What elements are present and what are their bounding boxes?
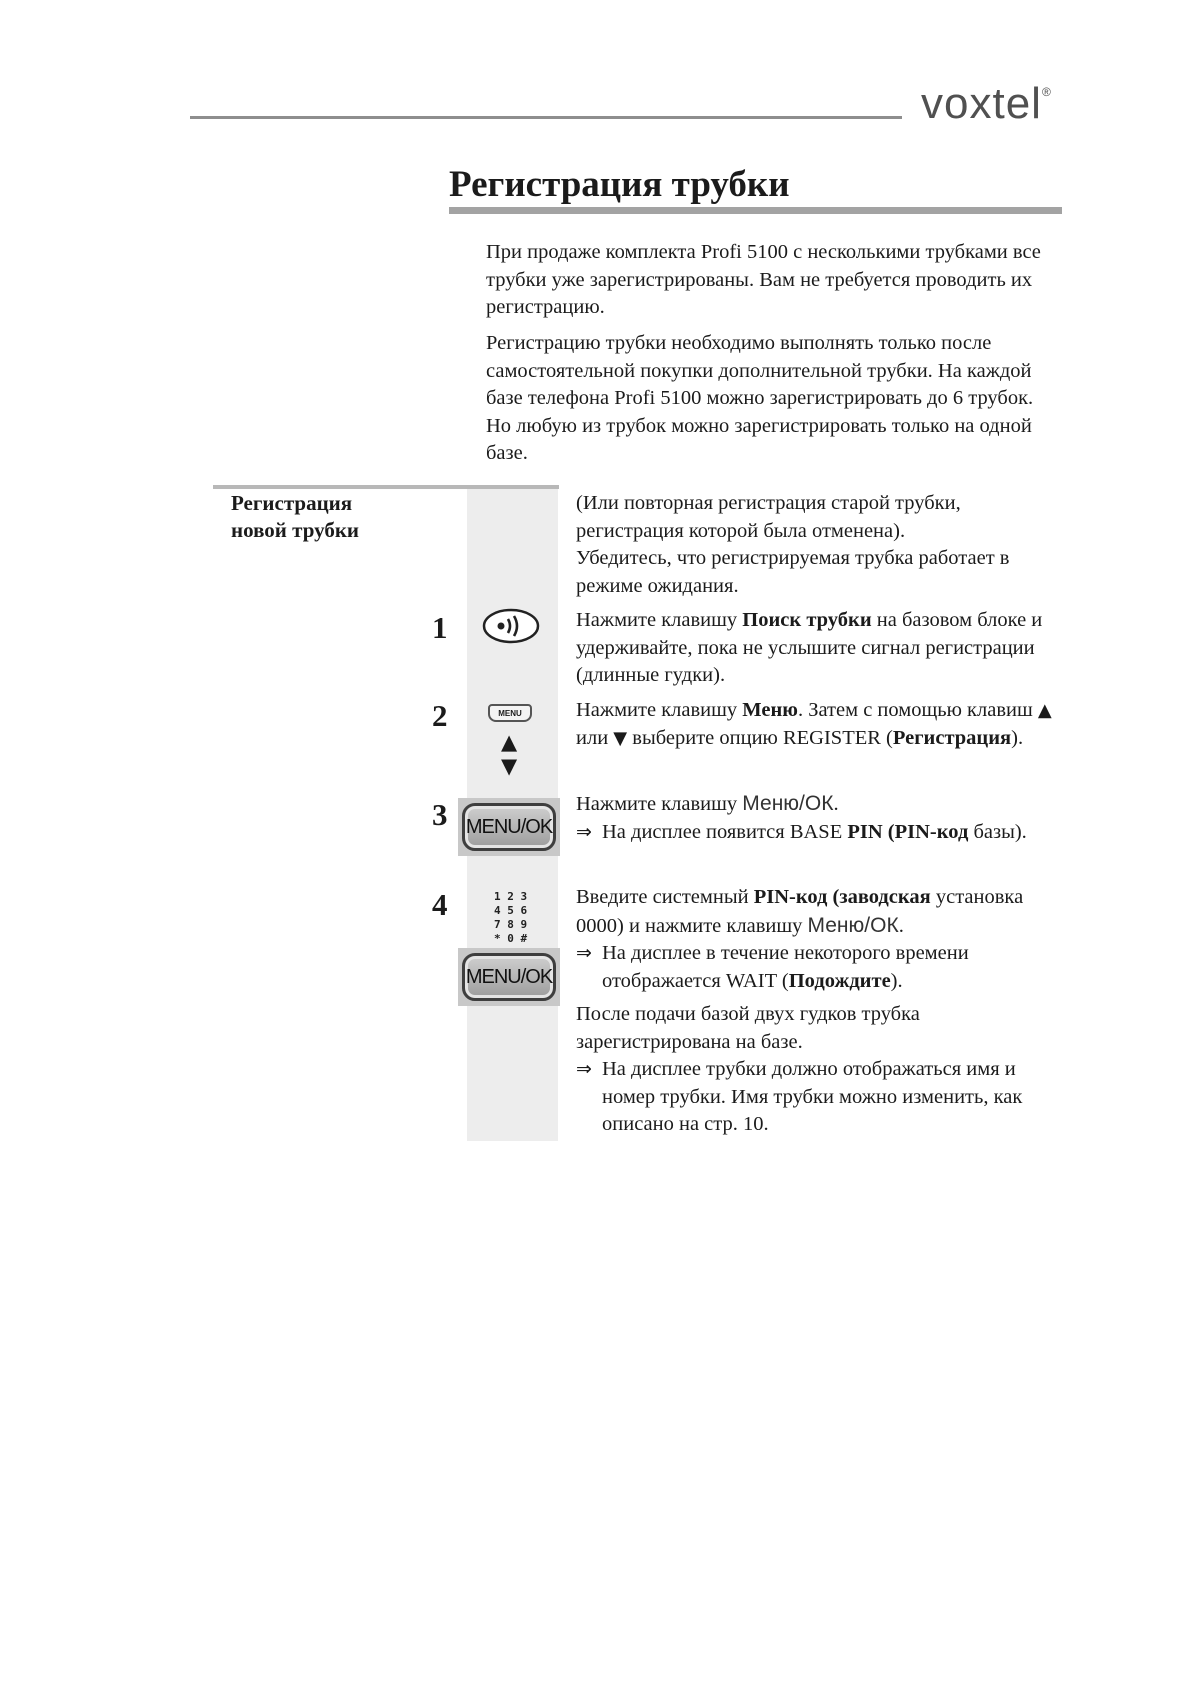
- header-rule: [190, 116, 902, 119]
- step-text: Нажмите клавишу Меню. Затем с помощью клавиш ▲ или ▼ выберите опцию REGISTER (Регистрация).: [576, 699, 1052, 749]
- brand-logo: voxtel®: [921, 79, 1052, 128]
- result-line: ⇒ На дисплее в течение некоторого времени отображается WAIT (Подождите).: [576, 942, 969, 992]
- step-text: Нажмите клавишу Поиск трубки на базовом блоке и удерживайте, пока не услышите сигнал регистрации (длинные гудки).: [576, 609, 1043, 686]
- down-arrow-icon: ▼: [501, 754, 518, 778]
- menu-ok-key-icon: MENU/OK: [462, 953, 556, 1001]
- step-number: 3: [432, 797, 448, 832]
- step-text: (Или повторная регистрация старой трубки, регистрация которой была отменена). Убедитесь, что регистрируемая трубка работает в режиме ожидания.: [576, 492, 1010, 597]
- step-number: 1: [432, 610, 448, 645]
- page-title: Регистрация трубки: [449, 164, 790, 205]
- step-text: Введите системный PIN-код (заводская установка 0000) и нажмите клавишу Меню/ОК. ⇒ На дисплее в течение некоторого времени отображается WAIT (Подождите).: [576, 884, 1066, 995]
- keypad-icon: 1 2 3 4 5 6 7 8 9 * 0 #: [494, 890, 528, 945]
- result-line: ⇒ На дисплее трубки должно отображаться имя и номер трубки. Имя трубки можно изменить, как описано на стр. 10.: [576, 1058, 1023, 1135]
- result-line: ⇒ На дисплее появится BASE PIN (PIN-код базы).: [576, 820, 1027, 843]
- step-number: 4: [432, 887, 448, 922]
- menu-key-icon: MENU: [488, 704, 532, 722]
- menu-ok-key-icon: MENU/OK: [462, 803, 556, 851]
- up-arrow-icon: ▲: [501, 730, 518, 754]
- step-text: Нажмите клавишу Меню/ОК. ⇒ На дисплее появится BASE PIN (PIN-код базы).: [576, 790, 1066, 846]
- step-text: После подачи базой двух гудков трубка зарегистрирована на базе. ⇒ На дисплее трубки должно отображаться имя и номер трубки. Имя трубки можно изменить, как описано на стр. 10.: [576, 1001, 1066, 1139]
- title-rule: [449, 207, 1062, 214]
- handset-search-icon: [481, 606, 541, 646]
- intro-paragraph: При продаже комплекта Profi 5100 с несколькими трубками все трубки уже зарегистрированы. Вам не требуется проводить их регистрацию.: [486, 241, 1041, 318]
- step-number: 2: [432, 698, 448, 733]
- section-label: Регистрация новой трубки: [231, 491, 360, 542]
- intro-paragraph: Регистрацию трубки необходимо выполнять только после самостоятельной покупки дополнительной трубки. На каждой базе телефона Profi 5100 можно зарегистрировать до 6 трубок. Но любую из трубок можно зарегистрировать только на одной базе.: [486, 332, 1034, 464]
